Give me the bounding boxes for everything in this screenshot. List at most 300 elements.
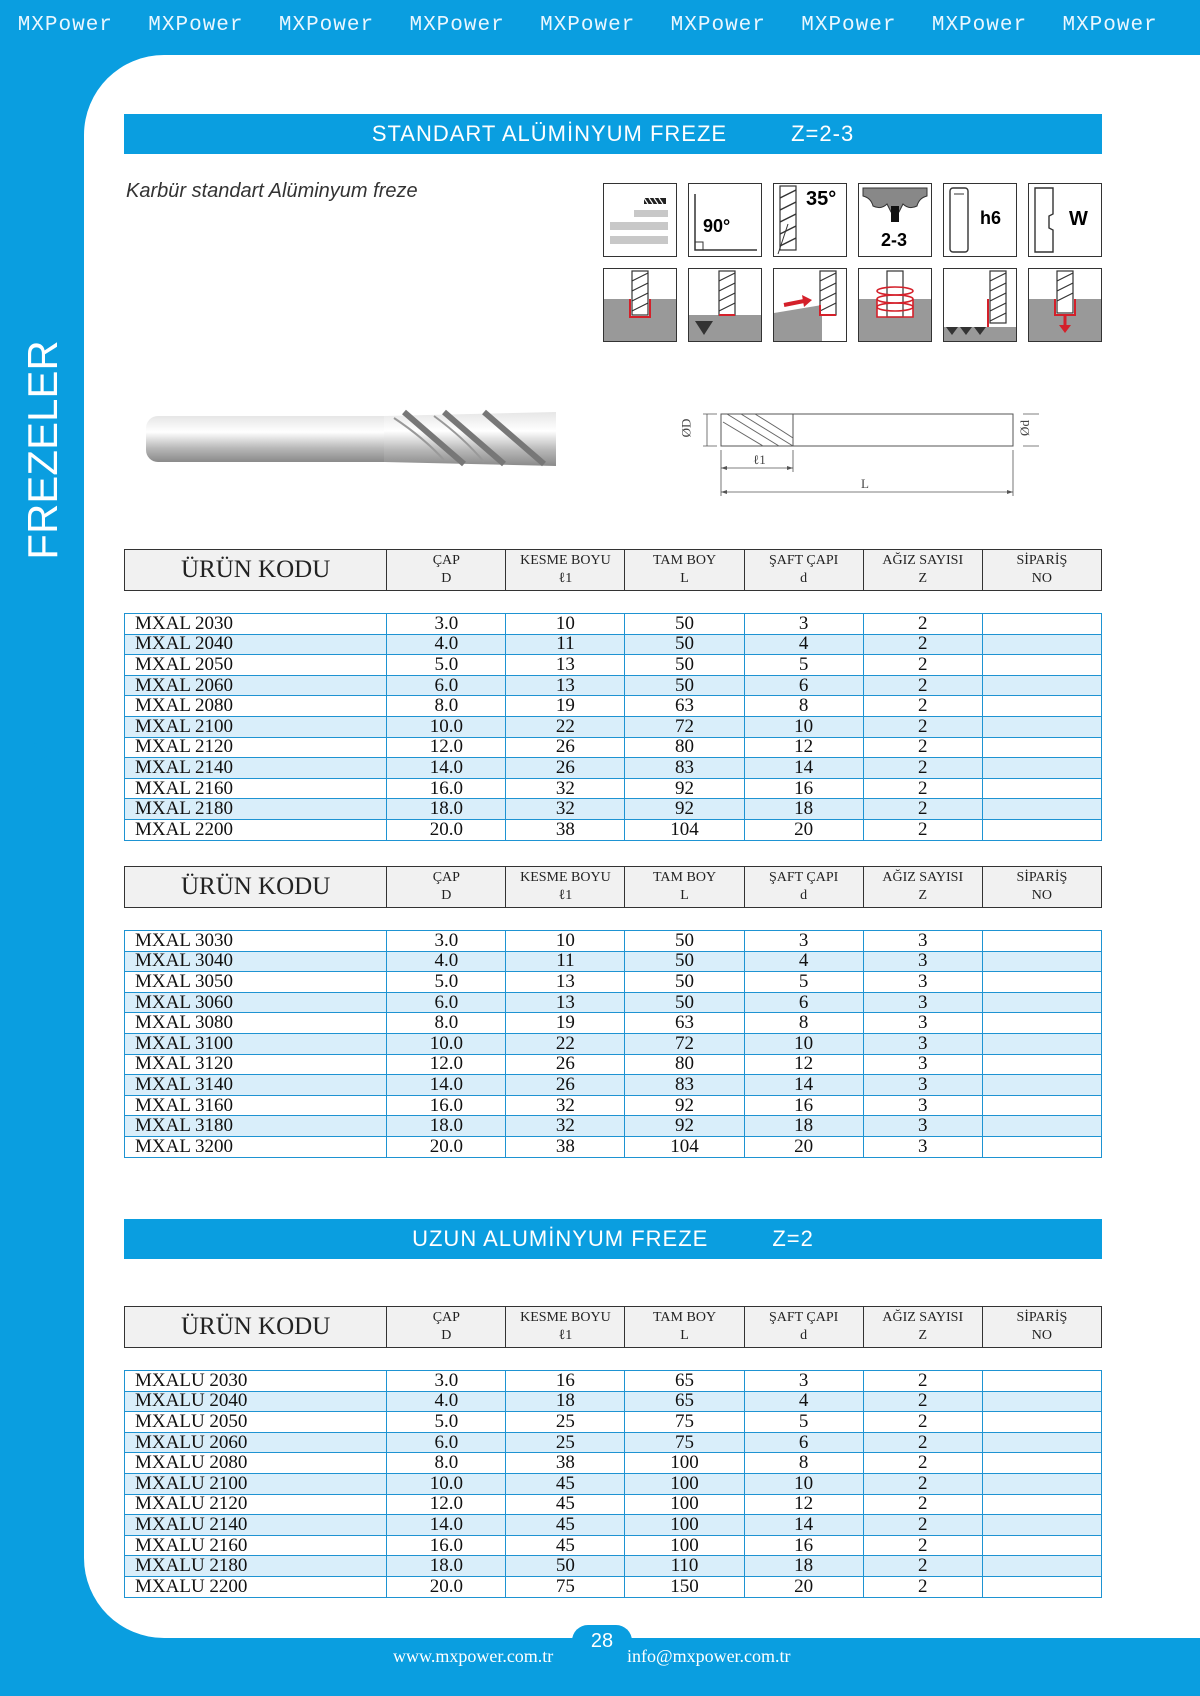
dim-l1: ℓ1 xyxy=(753,452,766,467)
cell-code: MXALU 2060 xyxy=(125,1432,387,1453)
cell-total-length: 80 xyxy=(625,737,744,758)
cell-shank: 18 xyxy=(744,1556,863,1577)
cell-shank: 3 xyxy=(744,931,863,952)
table-row xyxy=(125,1013,1102,1034)
cell-cutting-length: 11 xyxy=(506,951,625,972)
cell-order-no[interactable] xyxy=(982,758,1101,779)
table-row xyxy=(125,1515,1102,1536)
cell-code: MXAL 3160 xyxy=(125,1095,387,1116)
product-table-standard-z2 xyxy=(124,549,1102,841)
dim-D: ØD xyxy=(678,418,694,438)
cell-cutting-length: 75 xyxy=(506,1576,625,1597)
cell-diameter: 14.0 xyxy=(387,1515,506,1536)
cell-diameter: 16.0 xyxy=(387,1095,506,1116)
cell-flutes: 2 xyxy=(863,1556,982,1577)
cell-cutting-length: 10 xyxy=(506,614,625,635)
table-spacer xyxy=(125,591,1102,614)
cell-cutting-length: 32 xyxy=(506,799,625,820)
cell-diameter: 4.0 xyxy=(387,1391,506,1412)
cell-shank: 12 xyxy=(744,1054,863,1075)
helical-milling-icon xyxy=(858,268,932,342)
table-row xyxy=(125,992,1102,1013)
cell-diameter: 12.0 xyxy=(387,1054,506,1075)
cell-total-length: 50 xyxy=(625,655,744,676)
cell-diameter: 5.0 xyxy=(387,655,506,676)
cell-diameter: 18.0 xyxy=(387,1116,506,1137)
brand-bar xyxy=(0,0,1200,50)
dim-d: Ød xyxy=(1016,420,1032,436)
cell-total-length: 100 xyxy=(625,1535,744,1556)
shank-h6-icon xyxy=(943,183,1017,257)
cell-shank: 16 xyxy=(744,778,863,799)
col-code: ÜRÜN KODU xyxy=(125,867,387,908)
col-order: SİPARİŞ NO xyxy=(982,550,1101,591)
cell-diameter: 10.0 xyxy=(387,716,506,737)
cell-total-length: 63 xyxy=(625,1013,744,1034)
profile-milling-icon xyxy=(943,268,1017,342)
col-code: ÜRÜN KODU xyxy=(125,1307,387,1348)
cell-code: MXAL 2120 xyxy=(125,737,387,758)
cell-flutes: 2 xyxy=(863,1453,982,1474)
cell-flutes: 3 xyxy=(863,951,982,972)
cell-order-no[interactable] xyxy=(982,931,1101,952)
cell-total-length: 110 xyxy=(625,1556,744,1577)
side-category-tr: FREZELER xyxy=(19,340,66,560)
cell-shank: 14 xyxy=(744,1075,863,1096)
cell-flutes: 3 xyxy=(863,931,982,952)
brand-text: MXPower xyxy=(540,13,636,37)
col-cutting-length: KESME BOYU ℓ1 xyxy=(506,1307,625,1348)
cell-code: MXAL 2030 xyxy=(125,614,387,635)
technical-drawing xyxy=(678,402,1039,502)
footer xyxy=(0,1640,1200,1684)
cell-order-no[interactable] xyxy=(982,1453,1101,1474)
cell-cutting-length: 45 xyxy=(506,1515,625,1536)
cell-order-no[interactable] xyxy=(982,1391,1101,1412)
cell-code: MXALU 2080 xyxy=(125,1453,387,1474)
cell-order-no[interactable] xyxy=(982,951,1101,972)
cell-cutting-length: 22 xyxy=(506,716,625,737)
cell-order-no[interactable] xyxy=(982,819,1101,840)
cell-diameter: 20.0 xyxy=(387,1136,506,1157)
cell-order-no[interactable] xyxy=(982,799,1101,820)
col-total-length: TAM BOY L xyxy=(625,550,744,591)
cell-flutes: 2 xyxy=(863,1515,982,1536)
cell-cutting-length: 38 xyxy=(506,1136,625,1157)
cell-order-no[interactable] xyxy=(982,737,1101,758)
cell-flutes: 2 xyxy=(863,1494,982,1515)
cell-cutting-length: 13 xyxy=(506,675,625,696)
table-row xyxy=(125,819,1102,840)
flutes-icon xyxy=(858,183,932,257)
cell-order-no[interactable] xyxy=(982,1075,1101,1096)
col-total-length: TAM BOY L xyxy=(625,1307,744,1348)
col-cutting-length: KESME BOYU ℓ1 xyxy=(506,550,625,591)
cell-code: MXAL 2180 xyxy=(125,799,387,820)
cell-order-no[interactable] xyxy=(982,675,1101,696)
cell-flutes: 2 xyxy=(863,737,982,758)
cell-diameter: 10.0 xyxy=(387,1473,506,1494)
cell-cutting-length: 26 xyxy=(506,758,625,779)
col-order: SİPARİŞ NO xyxy=(982,1307,1101,1348)
plunge-milling-icon xyxy=(1028,268,1102,342)
cell-shank: 8 xyxy=(744,696,863,717)
cell-shank: 3 xyxy=(744,614,863,635)
cell-flutes: 3 xyxy=(863,1033,982,1054)
cell-order-no[interactable] xyxy=(982,1033,1101,1054)
cell-code: MXAL 3120 xyxy=(125,1054,387,1075)
cell-flutes: 2 xyxy=(863,716,982,737)
cell-shank: 14 xyxy=(744,758,863,779)
angle-90-icon xyxy=(688,183,762,257)
col-flutes: AĞIZ SAYISI Z xyxy=(863,550,982,591)
cell-cutting-length: 50 xyxy=(506,1556,625,1577)
website-link[interactable]: www.mxpower.com.tr xyxy=(393,1646,554,1666)
cell-order-no[interactable] xyxy=(982,1515,1101,1536)
col-shank: ŞAFT ÇAPI d xyxy=(744,867,863,908)
col-diameter: ÇAP D xyxy=(387,1307,506,1348)
cell-code: MXAL 3030 xyxy=(125,931,387,952)
cell-diameter: 12.0 xyxy=(387,737,506,758)
cell-diameter: 12.0 xyxy=(387,1494,506,1515)
table-header xyxy=(125,550,1102,591)
brand-text: MXPower xyxy=(801,13,897,37)
page-number: 28 xyxy=(572,1625,632,1657)
cell-diameter: 8.0 xyxy=(387,1013,506,1034)
cell-diameter: 20.0 xyxy=(387,1576,506,1597)
table-row xyxy=(125,1535,1102,1556)
material-icon xyxy=(603,183,677,257)
cell-code: MXALU 2120 xyxy=(125,1494,387,1515)
col-cutting-length: KESME BOYU ℓ1 xyxy=(506,867,625,908)
cell-order-no[interactable] xyxy=(982,1371,1101,1392)
cell-code: MXAL 3050 xyxy=(125,972,387,993)
table-row xyxy=(125,951,1102,972)
col-flutes: AĞIZ SAYISI Z xyxy=(863,1307,982,1348)
cell-cutting-length: 22 xyxy=(506,1033,625,1054)
cell-total-length: 50 xyxy=(625,614,744,635)
cell-order-no[interactable] xyxy=(982,1556,1101,1577)
cell-cutting-length: 32 xyxy=(506,1116,625,1137)
cell-total-length: 92 xyxy=(625,1095,744,1116)
cell-order-no[interactable] xyxy=(982,972,1101,993)
table-row xyxy=(125,1494,1102,1515)
cell-flutes: 3 xyxy=(863,1095,982,1116)
cell-order-no[interactable] xyxy=(982,1576,1101,1597)
cell-order-no[interactable] xyxy=(982,1136,1101,1157)
cell-diameter: 6.0 xyxy=(387,1432,506,1453)
cell-flutes: 2 xyxy=(863,1432,982,1453)
cell-code: MXALU 2180 xyxy=(125,1556,387,1577)
cell-code: MXAL 3040 xyxy=(125,951,387,972)
cell-total-length: 92 xyxy=(625,1116,744,1137)
cell-flutes: 2 xyxy=(863,696,982,717)
cell-total-length: 50 xyxy=(625,634,744,655)
col-flutes: AĞIZ SAYISI Z xyxy=(863,867,982,908)
cell-cutting-length: 16 xyxy=(506,1371,625,1392)
cell-flutes: 3 xyxy=(863,992,982,1013)
cell-diameter: 18.0 xyxy=(387,1556,506,1577)
cell-flutes: 3 xyxy=(863,972,982,993)
cell-code: MXALU 2200 xyxy=(125,1576,387,1597)
email-link[interactable]: info@mxpower.com.tr xyxy=(627,1646,791,1666)
table-row xyxy=(125,1136,1102,1157)
cell-shank: 5 xyxy=(744,972,863,993)
cell-order-no[interactable] xyxy=(982,696,1101,717)
cell-shank: 4 xyxy=(744,951,863,972)
side-category-en: END MILL xyxy=(21,678,68,872)
brand-text: MXPower xyxy=(1062,13,1158,37)
cell-total-length: 92 xyxy=(625,778,744,799)
product-subtitle: Karbür standart Alüminyum freze xyxy=(126,180,418,202)
chamfer-icon xyxy=(688,268,762,342)
cell-total-length: 50 xyxy=(625,992,744,1013)
cell-diameter: 4.0 xyxy=(387,634,506,655)
table-row xyxy=(125,1576,1102,1597)
cell-shank: 5 xyxy=(744,1412,863,1433)
shank-w-label: W xyxy=(1069,208,1088,230)
table-row xyxy=(125,1033,1102,1054)
table-row xyxy=(125,931,1102,952)
angle-label: 90° xyxy=(703,216,731,236)
helix-35-icon xyxy=(773,183,847,257)
cell-flutes: 3 xyxy=(863,1116,982,1137)
cell-order-no[interactable] xyxy=(982,1535,1101,1556)
cell-flutes: 2 xyxy=(863,1535,982,1556)
cell-shank: 6 xyxy=(744,1432,863,1453)
cell-diameter: 3.0 xyxy=(387,1371,506,1392)
table-row xyxy=(125,1556,1102,1577)
cell-flutes: 2 xyxy=(863,1412,982,1433)
table-row xyxy=(125,675,1102,696)
cell-code: MXALU 2100 xyxy=(125,1473,387,1494)
cell-code: MXALU 2160 xyxy=(125,1535,387,1556)
table-row xyxy=(125,1391,1102,1412)
cell-total-length: 50 xyxy=(625,675,744,696)
flutes-label: 2-3 xyxy=(881,230,908,250)
cell-shank: 12 xyxy=(744,737,863,758)
cell-flutes: 2 xyxy=(863,1576,982,1597)
cell-code: MXAL 2200 xyxy=(125,819,387,840)
cell-shank: 16 xyxy=(744,1535,863,1556)
cell-cutting-length: 45 xyxy=(506,1535,625,1556)
cell-cutting-length: 13 xyxy=(506,655,625,676)
cell-shank: 8 xyxy=(744,1453,863,1474)
brand-text: MXPower xyxy=(670,13,766,37)
table-row xyxy=(125,1432,1102,1453)
cell-code: MXAL 3060 xyxy=(125,992,387,1013)
col-diameter: ÇAP D xyxy=(387,550,506,591)
cell-flutes: 3 xyxy=(863,1075,982,1096)
cell-order-no[interactable] xyxy=(982,1013,1101,1034)
table-row xyxy=(125,1116,1102,1137)
table-spacer xyxy=(125,1348,1102,1371)
cell-code: MXAL 3180 xyxy=(125,1116,387,1137)
cell-order-no[interactable] xyxy=(982,1095,1101,1116)
cell-cutting-length: 26 xyxy=(506,737,625,758)
cell-total-length: 83 xyxy=(625,1075,744,1096)
cell-flutes: 2 xyxy=(863,758,982,779)
cell-flutes: 3 xyxy=(863,1013,982,1034)
cell-shank: 3 xyxy=(744,1371,863,1392)
cell-cutting-length: 13 xyxy=(506,992,625,1013)
cell-code: MXAL 2100 xyxy=(125,716,387,737)
cell-total-length: 72 xyxy=(625,1033,744,1054)
cell-shank: 12 xyxy=(744,1494,863,1515)
brand-text: MXPower xyxy=(17,13,113,37)
table-row xyxy=(125,614,1102,635)
cell-flutes: 3 xyxy=(863,1054,982,1075)
table-row xyxy=(125,1453,1102,1474)
cell-cutting-length: 38 xyxy=(506,1453,625,1474)
table-header xyxy=(125,1307,1102,1348)
cell-cutting-length: 25 xyxy=(506,1412,625,1433)
col-shank: ŞAFT ÇAPI d xyxy=(744,550,863,591)
table-spacer xyxy=(125,908,1102,931)
cell-shank: 16 xyxy=(744,1095,863,1116)
side-milling-icon xyxy=(773,268,847,342)
cell-diameter: 14.0 xyxy=(387,758,506,779)
cell-total-length: 80 xyxy=(625,1054,744,1075)
table-row xyxy=(125,1473,1102,1494)
cell-flutes: 3 xyxy=(863,1136,982,1157)
cell-order-no[interactable] xyxy=(982,1412,1101,1433)
cell-total-length: 65 xyxy=(625,1391,744,1412)
section-z: Z=2-3 xyxy=(791,121,855,146)
cell-shank: 14 xyxy=(744,1515,863,1536)
col-order: SİPARİŞ NO xyxy=(982,867,1101,908)
shank-label: h6 xyxy=(980,208,1002,228)
cell-order-no[interactable] xyxy=(982,634,1101,655)
cell-shank: 20 xyxy=(744,819,863,840)
cell-diameter: 20.0 xyxy=(387,819,506,840)
cell-diameter: 10.0 xyxy=(387,1033,506,1054)
section-z: Z=2 xyxy=(772,1226,814,1251)
cell-total-length: 150 xyxy=(625,1576,744,1597)
cell-cutting-length: 45 xyxy=(506,1473,625,1494)
cell-diameter: 5.0 xyxy=(387,1412,506,1433)
cell-order-no[interactable] xyxy=(982,1473,1101,1494)
table-row xyxy=(125,716,1102,737)
cell-order-no[interactable] xyxy=(982,992,1101,1013)
cell-order-no[interactable] xyxy=(982,1116,1101,1137)
cell-total-length: 63 xyxy=(625,696,744,717)
cell-flutes: 2 xyxy=(863,675,982,696)
cell-cutting-length: 13 xyxy=(506,972,625,993)
section-title: UZUN ALUMİNYUM FREZE xyxy=(412,1226,709,1251)
cell-shank: 4 xyxy=(744,634,863,655)
cell-diameter: 16.0 xyxy=(387,1535,506,1556)
table-row xyxy=(125,1054,1102,1075)
section-title: STANDART ALÜMİNYUM FREZE xyxy=(371,121,728,146)
brand-text: MXPower xyxy=(278,13,375,37)
slot-milling-icon xyxy=(603,268,677,342)
cell-order-no[interactable] xyxy=(982,778,1101,799)
cell-total-length: 65 xyxy=(625,1371,744,1392)
table-row xyxy=(125,634,1102,655)
brand-text: MXPower xyxy=(409,13,505,37)
table-row xyxy=(125,1412,1102,1433)
col-total-length: TAM BOY L xyxy=(625,867,744,908)
cell-flutes: 2 xyxy=(863,614,982,635)
cell-shank: 4 xyxy=(744,1391,863,1412)
cell-total-length: 100 xyxy=(625,1453,744,1474)
cell-cutting-length: 18 xyxy=(506,1391,625,1412)
cell-total-length: 104 xyxy=(625,819,744,840)
product-table-long-z2 xyxy=(124,1306,1102,1598)
cell-total-length: 100 xyxy=(625,1494,744,1515)
cell-cutting-length: 38 xyxy=(506,819,625,840)
cell-flutes: 2 xyxy=(863,778,982,799)
cell-diameter: 14.0 xyxy=(387,1075,506,1096)
cell-shank: 18 xyxy=(744,799,863,820)
shank-w-icon xyxy=(1028,183,1102,257)
cell-code: MXAL 3200 xyxy=(125,1136,387,1157)
end-mill-photo xyxy=(144,408,556,470)
table-row xyxy=(125,696,1102,717)
brand-text: MXPower xyxy=(931,13,1028,37)
cell-cutting-length: 26 xyxy=(506,1075,625,1096)
table-row xyxy=(125,1095,1102,1116)
cell-order-no[interactable] xyxy=(982,1054,1101,1075)
cell-flutes: 2 xyxy=(863,1473,982,1494)
cell-flutes: 2 xyxy=(863,799,982,820)
cell-code: MXALU 2050 xyxy=(125,1412,387,1433)
cell-shank: 10 xyxy=(744,1033,863,1054)
cell-total-length: 83 xyxy=(625,758,744,779)
spacer-cell xyxy=(125,1348,1102,1371)
cell-cutting-length: 26 xyxy=(506,1054,625,1075)
cell-cutting-length: 19 xyxy=(506,1013,625,1034)
cell-code: MXAL 2160 xyxy=(125,778,387,799)
cell-diameter: 8.0 xyxy=(387,696,506,717)
cell-total-length: 50 xyxy=(625,931,744,952)
spacer-cell xyxy=(125,908,1102,931)
cell-order-no[interactable] xyxy=(982,614,1101,635)
col-shank: ŞAFT ÇAPI d xyxy=(744,1307,863,1348)
cell-diameter: 16.0 xyxy=(387,778,506,799)
cell-order-no[interactable] xyxy=(982,1494,1101,1515)
cell-cutting-length: 10 xyxy=(506,931,625,952)
cell-order-no[interactable] xyxy=(982,1432,1101,1453)
section-header-standard xyxy=(124,114,1102,154)
col-diameter: ÇAP D xyxy=(387,867,506,908)
table-row xyxy=(125,737,1102,758)
spacer-cell xyxy=(125,591,1102,614)
cell-diameter: 5.0 xyxy=(387,972,506,993)
cell-code: MXALU 2140 xyxy=(125,1515,387,1536)
table-row xyxy=(125,1075,1102,1096)
cell-code: MXAL 2140 xyxy=(125,758,387,779)
table-row xyxy=(125,655,1102,676)
cell-flutes: 2 xyxy=(863,819,982,840)
cell-diameter: 18.0 xyxy=(387,799,506,820)
cell-order-no[interactable] xyxy=(982,716,1101,737)
cell-shank: 6 xyxy=(744,992,863,1013)
cell-flutes: 2 xyxy=(863,634,982,655)
cell-shank: 10 xyxy=(744,716,863,737)
cell-code: MXAL 2040 xyxy=(125,634,387,655)
table-row xyxy=(125,778,1102,799)
cell-cutting-length: 32 xyxy=(506,778,625,799)
cell-diameter: 3.0 xyxy=(387,931,506,952)
cell-total-length: 100 xyxy=(625,1473,744,1494)
cell-order-no[interactable] xyxy=(982,655,1101,676)
cell-total-length: 72 xyxy=(625,716,744,737)
cell-total-length: 50 xyxy=(625,972,744,993)
cell-cutting-length: 11 xyxy=(506,634,625,655)
helix-label: 35° xyxy=(806,188,837,210)
